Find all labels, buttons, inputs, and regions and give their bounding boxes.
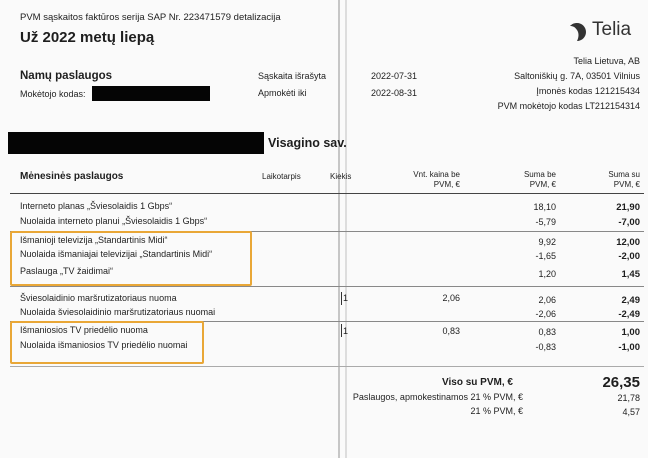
row-service-name: Šviesolaidinio maršrutizatoriaus nuoma (20, 293, 177, 303)
row-divider (10, 286, 644, 287)
document-subtitle: PVM sąskaitos faktūros serija SAP Nr. 223471579 detalizacija (20, 12, 281, 23)
highlight-box-tv-box-rental (10, 321, 204, 364)
row-service-name: Nuolaida šviesolaidinio maršrutizatoriaus nuomai (20, 307, 216, 317)
row-unit-price: 0,83 (442, 326, 460, 336)
row-sum-inc: -1,00 (618, 342, 640, 353)
row-sum-inc: -2,49 (618, 309, 640, 320)
row-sum-ex: -5,79 (535, 217, 556, 227)
row-service-name: Nuolaida išmaniajai televizijai „Standartinis Midi“ (20, 249, 213, 259)
header-qty: Kiekis (330, 172, 352, 181)
row-sum-ex: 2,06 (538, 295, 556, 305)
company-code: Įmonės kodas 121215434 (536, 86, 640, 96)
company-name: Telia Lietuva, AB (573, 56, 640, 66)
row-service-name: Nuolaida interneto planui „Šviesolaidis 1 Gbps“ (20, 216, 208, 226)
qty-tick-mark (341, 292, 342, 305)
row-sum-ex: 18,10 (533, 202, 556, 212)
highlight-box-tv-services (10, 231, 252, 286)
row-sum-ex: 1,20 (538, 269, 556, 279)
company-vat-code: PVM mokėtojo kodas LT212154314 (497, 101, 640, 111)
table-header-divider (10, 193, 644, 194)
header-sum-inc-vat: PVM, € (613, 180, 640, 189)
paper-fold-line (338, 0, 340, 458)
row-service-name: Išmanioji televizija „Standartinis Midi“ (20, 235, 168, 245)
header-sum-ex: Suma be (523, 170, 556, 179)
row-sum-inc: -2,00 (618, 251, 640, 262)
company-address: Saltoniškių g. 7A, 03501 Vilnius (514, 71, 640, 81)
row-sum-inc: -7,00 (618, 217, 640, 228)
header-period: Laikotarpis (262, 172, 301, 181)
redacted-payer-code (92, 86, 210, 101)
issued-date: 2022-07-31 (371, 71, 418, 81)
row-sum-inc: 1,45 (621, 269, 640, 280)
row-service-name: Nuolaida išmaniosios TV priedėlio nuomai (20, 340, 188, 350)
taxable-label: Paslaugos, apmokestinamos 21 % PVM, € (352, 392, 523, 402)
row-sum-inc: 21,90 (616, 202, 640, 213)
payer-code-label: Mokėtojo kodas: (20, 89, 86, 99)
qty-tick-mark (341, 324, 342, 337)
row-service-name: Išmaniosios TV priedėlio nuoma (20, 325, 148, 335)
header-unit-price: Vnt. kaina be (413, 170, 460, 179)
due-label: Apmokėti iki (258, 88, 307, 98)
paper-fold-line (345, 0, 347, 458)
row-sum-inc: 2,49 (621, 295, 640, 306)
brand-name: Telia (592, 19, 632, 40)
section-title: Namų paslaugos (20, 70, 113, 82)
vat-value: 4,57 (622, 407, 640, 417)
header-sum-ex-vat: PVM, € (529, 180, 556, 189)
total-value: 26,35 (602, 374, 640, 391)
location-label: Visagino sav. (268, 136, 347, 150)
row-service-name: Interneto planas „Šviesolaidis 1 Gbps“ (20, 201, 173, 211)
header-sum-inc: Suma su (608, 170, 640, 179)
row-sum-ex: -0,83 (535, 342, 556, 352)
taxable-value: 21,78 (617, 393, 640, 403)
row-qty: 1 (343, 293, 349, 303)
header-unit-price-vat: PVM, € (433, 180, 460, 189)
vat-label: 21 % PVM, € (470, 406, 523, 416)
due-date: 2022-08-31 (371, 88, 418, 98)
row-sum-ex: -2,06 (535, 309, 556, 319)
row-sum-ex: 0,83 (538, 327, 556, 337)
document-title: Už 2022 metų liepą (20, 29, 155, 46)
row-service-name: Paslauga „TV žaidimai“ (20, 266, 114, 276)
header-service: Mėnesinės paslaugos (20, 171, 124, 182)
issued-label: Sąskaita išrašyta (258, 71, 327, 81)
totals-divider (10, 366, 644, 367)
row-unit-price: 2,06 (442, 293, 460, 303)
redacted-address (8, 132, 264, 154)
row-sum-inc: 1,00 (621, 327, 640, 338)
row-sum-ex: -1,65 (535, 251, 556, 261)
row-sum-ex: 9,92 (538, 237, 556, 247)
row-qty: 1 (343, 326, 349, 336)
total-label: Viso su PVM, € (442, 377, 513, 388)
row-sum-inc: 12,00 (616, 237, 640, 248)
telia-logo-icon (565, 20, 589, 44)
